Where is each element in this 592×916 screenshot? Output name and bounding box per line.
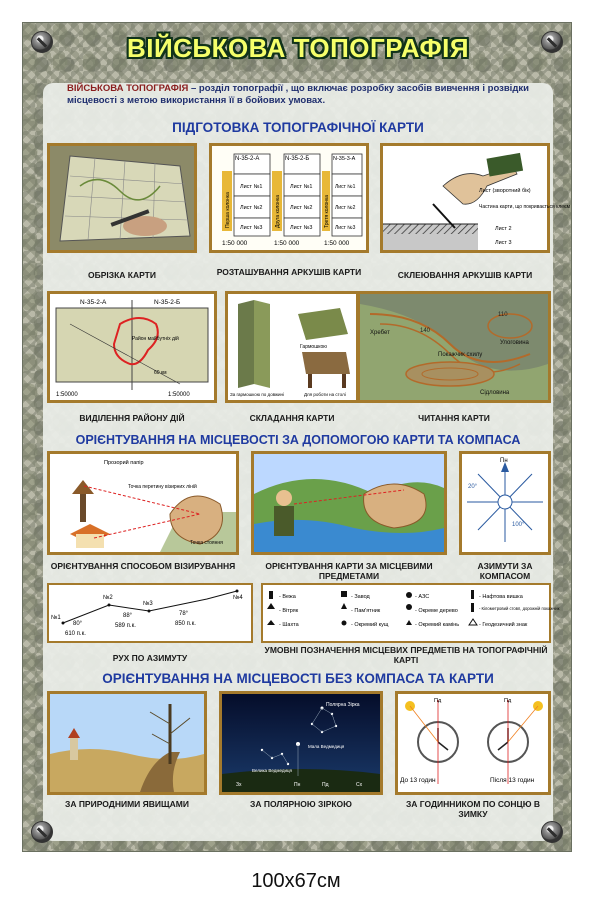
caption-orient-by-objects: ОРІЄНТУВАННЯ КАРТИ ЗА МІСЦЕВИМИ ПРЕДМЕТАМИ	[265, 561, 433, 581]
intro-term: ВІЙСЬКОВА ТОПОГРАФІЯ	[67, 83, 189, 94]
bolt-icon	[541, 821, 563, 843]
sheet-row-3: Лист №3	[240, 225, 263, 231]
size-label: 100x67см	[251, 870, 341, 892]
sheet-col-3: N-35-3-А	[333, 156, 356, 162]
caption-map-reading: ЧИТАННЯ КАРТИ	[418, 413, 490, 423]
sheet-col-2: N-35-2-Б	[285, 156, 310, 162]
legend-item-11: - Окремий камінь	[415, 622, 460, 628]
image-watch-sun	[395, 691, 551, 795]
legend-item-12: - Геодезичний знак	[479, 622, 528, 628]
intro-definition: – розділ топографії , що включає розробку засобів вивчення і розвідки місцевості з метою використання її в бойових умовах.	[67, 83, 529, 106]
sheet-col-1: N-35-2-А	[235, 156, 260, 162]
legend-item-1: - Вежа	[279, 594, 296, 600]
image-natural-signs	[47, 691, 207, 795]
sheet-row-3c: Лист №3	[335, 225, 356, 231]
image-action-area	[47, 291, 217, 403]
compass-north: Пн	[500, 458, 508, 464]
fold-label-2: За гармошкою по довжині	[230, 392, 285, 397]
route-dist-2: 589 п.к.	[115, 623, 136, 629]
sheet-row-2: Лист №2	[240, 205, 263, 211]
caption-map-folding: СКЛАДАННЯ КАРТИ	[249, 413, 335, 423]
area-sheet-a: N-35-2-А	[80, 299, 107, 306]
caption-azimuth-route: РУХ ПО АЗИМУТУ	[112, 653, 188, 663]
legend-item-8: - Кілометровий стовп, дорожній покажчик	[479, 606, 560, 611]
route-angle-3: 78°	[179, 611, 189, 617]
legend-item-6: - Пам'ятник	[351, 608, 381, 614]
sighting-paper: Прозорий папір	[104, 460, 144, 466]
glue-label-1: Лист (зворотний бік)	[479, 188, 531, 194]
sheet-side-2: Друга колонка	[275, 194, 281, 228]
watch-after: Після 13 годин	[490, 777, 535, 784]
sheet-row-3b: Лист №3	[290, 225, 313, 231]
sheet-row-2b: Лист №2	[290, 205, 313, 211]
watch-south-2: Пд	[504, 698, 512, 704]
sighting-station: Точка стояння	[190, 540, 223, 546]
polar-east: Сх	[356, 782, 363, 788]
caption-polar-star: ЗА ПОЛЯРНОЮ ЗІРКОЮ	[250, 799, 352, 809]
reading-saddle: Сідловина	[480, 390, 510, 396]
area-sheet-b: N-35-2-Б	[154, 299, 181, 306]
image-sheet-gluing	[380, 143, 571, 253]
route-point-2: №2	[103, 595, 113, 601]
caption-sheet-layout: РОЗТАШУВАННЯ АРКУШІВ КАРТИ	[216, 267, 362, 277]
section-title-no-compass: ОРІЄНТУВАННЯ НА МІСЦЕВОСТІ БЕЗ КОМПАСА ТА КАРТИ	[102, 671, 494, 686]
legend-item-4: - Нафтова вишка	[479, 594, 523, 600]
route-point-4: №4	[233, 595, 243, 601]
legend-item-2: - Завод	[351, 594, 370, 600]
sheet-scale-3: 1:50 000	[324, 240, 350, 247]
polar-big-dipper: Велика Ведмедиця	[252, 768, 292, 773]
route-angle-2: 88°	[123, 613, 133, 619]
legend-item-9: - Шахта	[279, 622, 299, 628]
sheet-scale-1: 1:50 000	[222, 240, 248, 247]
caption-map-trimming: ОБРІЗКА КАРТИ	[88, 270, 156, 280]
legend-item-10: - Окремий кущ	[351, 622, 389, 628]
sheet-side-3: Третя колонка	[324, 194, 330, 228]
image-map-reading	[357, 291, 551, 403]
sheet-row-1b: Лист №1	[290, 184, 313, 190]
watch-before: До 13 годин	[400, 777, 436, 784]
area-scale-b: 1:50000	[168, 392, 190, 398]
legend-item-3: - АЗС	[415, 594, 430, 600]
fold-label-3: Для роботи на столі	[304, 392, 346, 397]
poster-title: ВІЙСЬКОВА ТОПОГРАФІЯ	[126, 33, 470, 63]
area-label: Район майбутніх дій	[132, 336, 179, 342]
polar-label: Полярна Зірка	[326, 702, 360, 708]
image-azimuth-route	[47, 583, 253, 643]
compass-deg-1: 20°	[468, 484, 478, 490]
sighting-intersection: Точка перетину візирних ліній	[128, 484, 197, 490]
legend-item-5: - Вітряк	[279, 608, 299, 614]
reading-ridge: Хребет	[370, 330, 390, 336]
intro-text	[67, 83, 537, 107]
area-scale-a: 1:50000	[56, 392, 78, 398]
section-title-map-prep: ПІДГОТОВКА ТОПОГРАФІЧНОЇ КАРТИ	[172, 120, 424, 135]
image-map-folding	[225, 291, 359, 403]
route-point-1: №1	[51, 615, 61, 621]
sheet-side-1: Перша колонка	[225, 192, 231, 228]
route-angle-1: 80°	[73, 621, 83, 627]
sheet-scale-2: 1:50 000	[274, 240, 300, 247]
caption-watch-sun: ЗА ГОДИННИКОМ ПО СОНЦЮ В ЗИМКУ	[405, 799, 541, 819]
reading-valley: Улоговина	[500, 340, 529, 346]
sheet-row-1c: Лист №1	[335, 184, 356, 190]
area-distance: 60 км	[154, 370, 167, 376]
reading-height-1: 140	[420, 328, 431, 334]
route-dist-1: 610 п.к.	[65, 631, 86, 637]
sheet-row-2c: Лист №2	[335, 205, 356, 211]
bolt-icon	[31, 821, 53, 843]
caption-sighting: ОРІЄНТУВАННЯ СПОСОБОМ ВІЗИРУВАННЯ	[50, 561, 236, 571]
caption-action-area: ВИДІЛЕННЯ РАЙОНУ ДІЙ	[79, 413, 185, 423]
watch-south-1: Пд	[434, 698, 442, 704]
caption-sheet-gluing: СКЛЕЮВАННЯ АРКУШІВ КАРТИ	[397, 270, 533, 280]
polar-west: Зх	[236, 782, 242, 788]
section-title-map-compass: ОРІЄНТУВАННЯ НА МІСЦЕВОСТІ ЗА ДОПОМОГОЮ КАРТИ ТА КОМПАСА	[75, 433, 521, 447]
sheet-row-1: Лист №1	[240, 184, 263, 190]
image-compass-azimuth	[459, 451, 551, 555]
image-orient-by-objects	[251, 451, 447, 555]
fold-label-1: Гармошкою	[300, 344, 327, 350]
caption-natural-signs: ЗА ПРИРОДНИМИ ЯВИЩАМИ	[65, 799, 189, 809]
caption-compass-azimuth: АЗИМУТИ ЗА КОМПАСОМ	[477, 561, 533, 581]
route-point-3: №3	[143, 601, 153, 607]
reading-height-2: 110	[498, 312, 508, 318]
route-dist-3: 850 п.к.	[175, 621, 196, 627]
image-polar-star	[219, 691, 383, 795]
image-sheet-layout	[209, 143, 369, 253]
glue-label-3: Лист 2	[495, 226, 512, 232]
polar-north: Пн	[294, 782, 301, 788]
polar-little-dipper: Мала Ведмедиця	[308, 744, 345, 749]
compass-deg-2: 100°	[512, 522, 525, 528]
caption-map-symbols: УМОВНІ ПОЗНАЧЕННЯ МІСЦЕВИХ ПРЕДМЕТІВ НА ТОПОГРАФІЧНІЙ КАРТІ	[264, 645, 548, 665]
legend-map-symbols	[261, 583, 560, 643]
reading-slope: Покажчик схилу	[438, 352, 483, 358]
poster	[22, 22, 572, 852]
glue-label-2: Частина карти, що покривається клеєм	[479, 204, 571, 210]
legend-item-7: - Окреме дерево	[415, 608, 458, 614]
image-sighting	[47, 451, 239, 555]
image-map-trimming	[47, 143, 197, 253]
glue-label-4: Лист 3	[495, 240, 512, 246]
polar-south: Пд	[322, 782, 329, 788]
